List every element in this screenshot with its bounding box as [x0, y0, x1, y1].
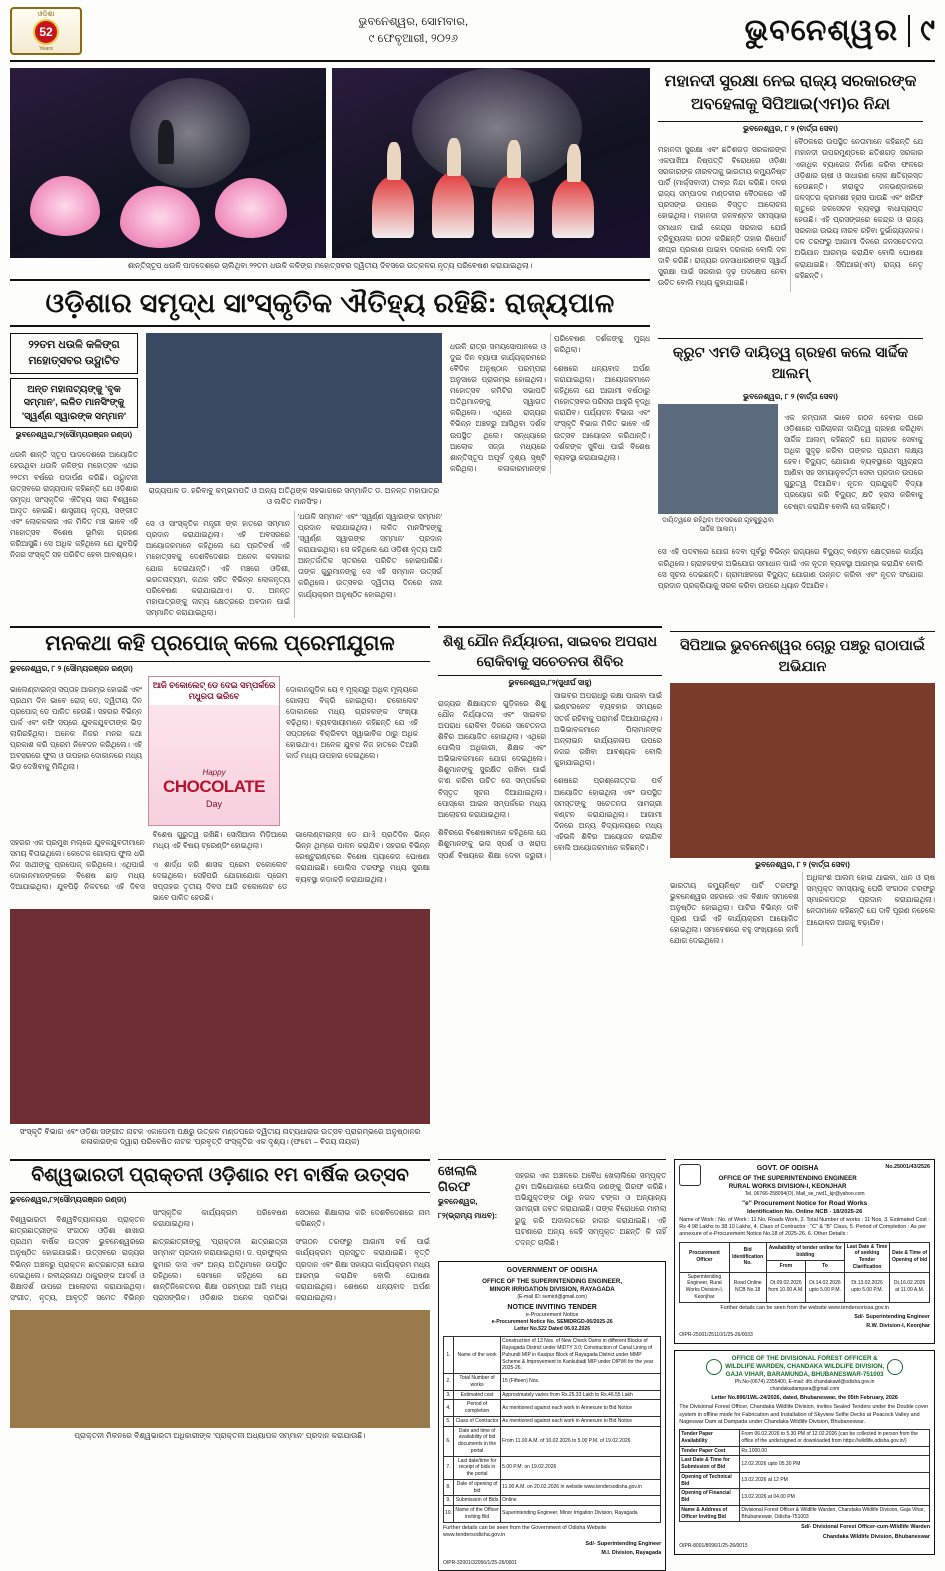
dhauli-body-b [450, 333, 650, 618]
table-cell: As mentioned against each work in Annexure to Bid Notice [501, 1416, 661, 1426]
alumni-award-photo [10, 1310, 430, 1428]
cpi-rally-block [670, 626, 935, 1152]
tender-table-rayagada [443, 1336, 661, 1522]
tender-forest [674, 1350, 935, 1554]
table-cell: 4. [444, 1400, 454, 1417]
dhauli-continued [450, 333, 650, 474]
table-row [444, 1456, 661, 1479]
tender-right-column [674, 1159, 935, 1571]
byline-propose: ଭୁବନେଶ୍ୱର, ୮ ୨ (ସୌମ୍ୟରଞ୍ଜନ ରଣ୍ଡା) [10, 664, 133, 674]
masthead [10, 6, 935, 62]
table-cell: Name of the Officer inviting Bid [453, 1506, 500, 1523]
paragraph: ଅଧିକାଂଶ ଆଲମ ହୋଇ ଥାଇବା, ଧାନ ଓ ଚାଷ ସମ୍ପୃକ୍ତ ସମସ୍ୟାକୁ ଘେରି ସଂଗଠନ ତରଫରୁ ସ୍ମାରକପତ୍ର ପ୍ରଦାନ କରାଯାଇଥିଲା। ନେତାମାନେ କହିଛନ୍ତି ଯେ ଦାବି ପୂରଣ ନହେଲେ ଆନ୍ଦୋଳନ ଆଗକୁ ବଢ଼ାଯିବ। [806, 873, 935, 927]
table-row [444, 1479, 661, 1496]
table-cell: Tender Paper Availability [680, 1430, 740, 1447]
paragraph: ଶିବିରରେ ବିଶେଷଜ୍ଞମାନେ କହିଥିଲେ ଯେ ଶିଶୁମାନଙ୍କୁ ଭଲ ସ୍ପର୍ଶ ଓ ଖରାପ ସ୍ପର୍ଶ ବିଷୟରେ ଶିକ୍ଷା ଦେବା ଜରୁରୀ। ସାଇବର ଅପରାଧରୁ ରକ୍ଷା ପାଇବା ପାଇଁ ଇଣ୍ଟରନେଟ ବ୍ୟବହାର ସମୟରେ ସତର୍କ ରହିବାକୁ ପରାମର୍ଶ ଦିଆଯାଇଥିଲା। ଅଭିଭାବକମାନେ ପିଲାମାନଙ୍କ ଅନ୍‌ଲାଇନ କାର୍ଯ୍ୟକଳାପ ଉପରେ ନଜର ରଖିବା ଆବଶ୍ୟକ ବୋଲି କୁହାଯାଇଥିଲା। [438, 691, 662, 860]
table-cell: Date of opening of bid [453, 1479, 500, 1496]
table-cell: 13.02.2026 at 12 PM [740, 1472, 930, 1489]
dhauli-photo-block [146, 333, 442, 618]
tender-footnote: Further details can be seen from the Government of Odisha Website www.tendersodisha.gov.in [443, 1524, 607, 1538]
tender-office-line1: OFFICE OF THE SUPERINTENDING ENGINEER, [482, 1277, 623, 1285]
table-cell: 5.00 P.M. on 19.02.2026 [501, 1456, 661, 1479]
paragraph: ସେ ଓ ସାଂସ୍କୃତିକ ମନ୍ତ୍ରୀ ଙ୍କ ହାତରେ ସମ୍ମାନ ପ୍ରଦାନ କରାଯାଇଥିଲା। ଏହି ଅବସରରେ ଆୟୋଜକମାନେ କହିଥିଲେ ଯେ ପ୍ରତିବର୍ଷ ଏହି ମହୋତ୍ସବକୁ ଦେଶବିଦେଶର ଅନେକ କଳାକାର ଯୋଗ ଦେଇଥାନ୍ତି। ଏହି ମଞ୍ଚରେ ଓଡ଼ିଶୀ, ଭରତନାଟ୍ୟମ, କଥକ ସହିତ ବିଭିନ୍ନ ଲୋକନୃତ୍ୟ ପରିବେଷଣ କରାଯାଇଥାଏ। ଡ. ଅନନ୍ତ ମହାପାତ୍ରଙ୍କୁ ନାଟ୍ୟ କ୍ଷେତ୍ରରେ ଅବଦାନ ପାଇଁ ସମ୍ମାନିତ କରାଯାଇଥିଲା। [146, 519, 290, 618]
tender-office-line2: MINOR IRRIGATION DIVISION, RAYAGADA [489, 1285, 615, 1293]
paragraph: ଭାରତୀୟ କମ୍ୟୁନିଷ୍ଟ ପାର୍ଟି ତରଫରୁ ଭୁବନେଶ୍ୱର ସହରରେ ଏକ ବିଶାଳ ସମାବେଶ ଅନୁଷ୍ଠିତ ହୋଇଥିଲା। ପାଟିର ବିଭିନ୍ନ ଦାବି ପୂରଣ ପାଇଁ ଏହି କାର୍ଯ୍ୟକ୍ରମ ଆୟୋଜିତ ହୋଇଥିଲା। ସମାବେଶରେ ବହୁ ସଂଖ୍ୟାରେ କର୍ମୀ ଯୋଗ ଦେଇଥିଲେ। [670, 880, 799, 946]
byline-visva: ଭୁବନେଶ୍ୱର,୮୨(ସୌମ୍ୟରଞ୍ଜନ ରଣ୍ଡା) [10, 1194, 127, 1204]
tender-email: (E-mail ID: semird@gmail.com) [517, 1293, 587, 1300]
table-header-cell: From [766, 1261, 805, 1272]
tender-signature-office: R.W. Division-I, Keonjhar [866, 1323, 930, 1330]
table-header-cell: Procurement Officer [680, 1242, 729, 1272]
table-row [680, 1272, 930, 1302]
story-headline-propose: ମନକଥା କହି ପ୍ରପୋଜ୍ କଲେ ପ୍ରେମୀଯୁଗଳ [10, 626, 430, 662]
khelali-and-rayagada [438, 1159, 666, 1571]
tender-signature: Sd/- Superintending Engineer [585, 1541, 662, 1548]
table-cell: 10. [444, 1506, 454, 1523]
table-cell: 15 (Fifteen) Nos. [501, 1374, 661, 1391]
story-body-mahanadi [658, 136, 923, 292]
forest-phone: Ph.No-(0674) 2355400, E-mail: dfo.chandakawl@odisha.gov.in [734, 1379, 875, 1386]
table-cell: 7. [444, 1456, 454, 1479]
dhauli-kicker: ୨୨ତମ ଧଉଳି କଳିଙ୍ଗ ମହୋତ୍ସବର ଉଦ୍ଘାଟିତ [10, 333, 138, 374]
ad-chocolate-text: CHOCOLATE [163, 777, 265, 797]
paragraph: ଶେଷରେ ପ୍ରଶ୍ନୋତ୍ତର ପର୍ବ ଆୟୋଜିତ ହୋଇଥିଲା ଏବଂ ଉପସ୍ଥିତ ସମସ୍ତଙ୍କୁ ସଚେତନତା ସାମଗ୍ରୀ ବଣ୍ଟନ କରାଯାଇଥିଲା। ଆଗାମୀ ଦିନରେ ଅନ୍ୟ ବିଦ୍ୟାଳୟରେ ମଧ୍ୟ ଏହିଭଳି ଶିବିର ଆୟୋଜନ କରାଯିବ ବୋଲି ଆୟୋଜକମାନେ କହିଛନ୍ତି। [554, 776, 662, 853]
tender-oipr: OIPR-32001/32056/1/25-26/0001 [443, 1559, 517, 1566]
table-cell: Submission of Bids [453, 1496, 500, 1506]
table-cell: Date and time of availability of bid documents in the portal [453, 1426, 500, 1456]
table-header-cell: Availability of tender online for bidding [766, 1242, 844, 1261]
forest-signature-office: Chandaka Wildlife Division, Bhubaneswar [822, 1533, 930, 1540]
paragraph: ଏକ କମ୍ପାନୀ ଭାବେ ଗଠନ ହେବାର ପରେ ଓଡ଼ିଶାରେ ପରିଚାଳନା ଦାୟିତ୍ୱ ଗ୍ରହଣ କରିଥିବା ସାର୍ଦ୍ଦିକ ଆଲମ୍ କହିଛନ୍ତି ଯେ ଗ୍ରାହକ ସେବାକୁ ଅଧିକ ସୁଦୃଢ଼ କରିବା ତାଙ୍କର ପ୍ରଥମ ଲକ୍ଷ୍ୟ ହେବ। ବିଦ୍ୟୁତ୍ ଯୋଗାଣ ବ୍ୟବସ୍ଥାରେ ସ୍ୱଚ୍ଛତା ଆଣିବା ସହ ସମୟାନୁବର୍ତ୍ତୀ ସେବା ପ୍ରଦାନ ଉପରେ ଗୁରୁତ୍ୱ ଦିଆଯିବ। ନୂତନ ପ୍ରଯୁକ୍ତି ବିଦ୍ୟା ପ୍ରୟୋଗ କରି ବିଦ୍ୟୁତ୍ କ୍ଷତି ହ୍ରାସ କରିବାକୁ ଚେଷ୍ଟା କରାଯିବ ବୋଲି ସେ କହିଛନ୍ତି। [784, 412, 923, 511]
logo-top-text: ଓଡ଼ିଶା [37, 10, 55, 18]
table-header-cell: To [806, 1261, 845, 1272]
byline-awareness: ଭୁବନେଶ୍ୱର,୮୨(ସୁଧୀର୍ଘ ସାହୁ) [508, 678, 592, 688]
table-header-cell: Bid Identification No. [729, 1242, 766, 1272]
table-header-cell: Date & Time of Opening of bid [890, 1242, 930, 1272]
table-cell: 3. [444, 1390, 454, 1400]
story-headline-mahanadi: ମହାନଦୀ ସୁରକ୍ଷା ନେଇ ରାଜ୍ୟ ସରକାରଙ୍କ ଅବହେଳାକୁ ସିପିଆଇ(ଏମ)ର ନିନ୍ଦା [664, 73, 917, 114]
dateline-date: ୯ ଫେବୃଆରୀ, ୨୦୨୬ [368, 33, 458, 45]
tender-notice-no: e-Procurement Notice No. SEMIDRGD-06/2025-26 [491, 1319, 613, 1326]
table-cell: Divisional Forest Officer & Wildlife Warden, Chandaka Wildlife Division, Gaja Vihar, Bhubaneswar, Odisha-751003 [740, 1505, 930, 1522]
publication-logo [10, 7, 82, 55]
table-row [444, 1400, 661, 1417]
visva-body [10, 1207, 430, 1306]
ad-happy-text: Happy [202, 768, 226, 778]
mid-section [10, 333, 935, 618]
table-cell: From 11.00 A.M. of 10.02.2026 to 5.00 P.M. of 19.02.2026 [501, 1426, 661, 1456]
top-section [10, 68, 935, 327]
paragraph: ସହରର ଏକ ପ୍ରମୁଖ ମଲ୍‌ରେ ଯୁବକଯୁବତୀମାନେ ସମୟ ବିତାଇଥିଲେ। କେତେକ ଗୋଲାପ ଫୁଲ ଧରି ନିଜ ସାଥୀଙ୍କୁ ପ୍ରପୋଜ୍ କରିଥିଲେ। ଏଥିପାଇଁ ଦୋକାନମାନଙ୍କରେ ବିଶେଷ ଛାଡ଼ ମଧ୍ୟ ଦିଆଯାଇଥିଲା। ଯୁବପିଢ଼ି ନିକଟରେ ଏହି ଦିବସ ବିଶେଷ ଗୁରୁତ୍ୱ ରଖିଛି। ସୋସିଆଲ ମିଡ଼ିଆରେ ମଧ୍ୟ ଏହି ବିଷୟ ଟ୍ରେଣ୍ଡିଂ ହୋଇଥିଲା। [10, 830, 288, 891]
table-cell: Tender Paper Cost [680, 1446, 740, 1456]
table-cell: From 06.02.2026 to 5.30 PM of 12.02.2026 (can be collected in person from the office of the undersigned or downloaded from https://wildlife.odisha.gov.in/) [740, 1430, 930, 1447]
forest-signature: Sd/- Divisional Forest Officer-cum-Wildlife Warden [801, 1524, 930, 1531]
forest-body: The Divisional Forest Officer, Chandaka Wildlife Division, invites Sealed Tenders under the Double cover system in offline mode for Fabrication and Installation of Skyview Selfie Decks at Peacock Valley and Nageswar Dam at Dampada under Chandaka Wildlife Division, Bhubaneswar. [679, 1404, 929, 1425]
table-row [680, 1430, 930, 1447]
tender-keonjhar [674, 1159, 935, 1345]
paragraph: ମହାନଦୀ ସୁରକ୍ଷା ଏବଂ ଛତିଶଗଡ଼ ସରକାରଙ୍କ ଏକପାଖିଆ ନିଷ୍ପତ୍ତି ବିରୋଧରେ ଓଡ଼ିଶା ସରକାରଙ୍କ ନୀରବତାକୁ ଭାରତୀୟ କମ୍ୟୁନିଷ୍ଟ ପାର୍ଟି (ମାର୍କ୍ସବାଦୀ) ତୀବ୍ର ନିନ୍ଦା କରିଛି। ଦଳର ରାଜ୍ୟ ସମ୍ପାଦକ ମଣ୍ଡଳୀର ବୈଠକରେ ଏହି ପ୍ରସଙ୍ଗ ଉପରେ ବିସ୍ତୃତ ଆଲୋଚନା ହୋଇଥିଲା। ମହାନଦୀ ଜଳବଣ୍ଟନ ସମସ୍ୟାର ସମାଧାନ ପାଇଁ କେନ୍ଦ୍ର ସରକାର ଯେଉଁ ଟ୍ରିବ୍ୟୁନାଲ ଗଠନ କରିଛନ୍ତି ତାହାର ରିପୋର୍ଟ ଶୀଘ୍ର ପ୍ରକାଶ ପାଇବା ଦରକାର ବୋଲି ଦଳ ଦାବି କରିଛି। ରାଜ୍ୟର ଜନସାଧାରଣଙ୍କ ସ୍ୱାର୍ଥ ସୁରକ୍ଷା ପାଇଁ ସରକାର ଦୃଢ଼ ପଦକ୍ଷେପ ନେବା ଉଚିତ ବୋଲି ମଧ୍ୟ କୁହାଯାଇଛି। [658, 144, 787, 288]
table-row [680, 1472, 930, 1489]
byline-dhauli: ଭୁବନେଶ୍ୱର,୮୨(ସୌମ୍ୟରଞ୍ଜନ ରଣ୍ଡା) [15, 429, 133, 439]
table-row [444, 1416, 661, 1426]
table-cell: Dt.16.02.2026 at 11.00 A.M. [890, 1272, 930, 1302]
dhauli-subkicker: ଅନ୍ତ ମହାନାଟ୍ୟଙ୍କୁ 'ବୃକ ସମ୍ମାନ', ଲଳିତ ମାନସିଂଙ୍କୁ 'ସ୍ୱର୍ଣ୍ଣ ସ୍ୱାରଙ୍କ ସମ୍ମାନ' [10, 378, 138, 428]
section-three [10, 626, 935, 1152]
award-photo-caption: ରାଜ୍ୟପାଳ ଡ. ହରିବାବୁ କମ୍ଭମପତି ଓ ଅନ୍ୟ ଅତିଥିଙ୍କ ସହଭାଗରେ ସମ୍ମାନିତ ଡ. ଅନନ୍ତ ମହାପାତ୍ର ଓ ଲଳିତ ମାନସିଂହ। [148, 486, 440, 506]
paragraph: ସେ ଏହି ପଦବୀରେ ଯୋଗ ଦେବା ପୂର୍ବରୁ ବିଭିନ୍ନ ରାଜ୍ୟରେ ବିଦ୍ୟୁତ୍ ବଣ୍ଟନ କ୍ଷେତ୍ରରେ କାର୍ଯ୍ୟ କରିଥିଲେ। ଗ୍ରାହକଙ୍କ ଅଭିଯୋଗ ସମାଧାନ ପାଇଁ ଏକ ନୂତନ ବ୍ୟବସ୍ଥା ଆରମ୍ଭ କରାଯିବ ବୋଲି ସେ ସୂଚନା ଦେଇଛନ୍ତି। ଗ୍ରାମାଞ୍ଚଳରେ ବିଦ୍ୟୁତ୍ ଯୋଗାଣ ଉନ୍ନତ କରିବା ଏବଂ ନୂତନ ସଂଯୋଗ ପ୍ରଦାନ ପ୍ରକ୍ରିୟାକୁ ସରଳ କରିବା ଉପରେ ଧ୍ୟାନ ଦିଆଯିବ। [658, 547, 923, 590]
dateline-place: ଭୁବନେଶ୍ୱର, ସୋମବାର, [358, 15, 469, 28]
top-photo-row [10, 68, 650, 258]
table-row [444, 1426, 661, 1456]
table-cell: Class of Contractor [453, 1416, 500, 1426]
forest-office-line2: WILDLIFE WARDEN, CHANDAKA WILDLIFE DIVISION, [725, 1363, 885, 1371]
paragraph: ଛାତ୍ରଛାତ୍ରୀଙ୍କୁ 'ପ୍ରାକ୍ତନୀ ଛାତ୍ରଛାତ୍ରୀ ସମ୍ମାନ' ପ୍ରଦାନ କରାଯାଇଥିଲା। ଡ. ପ୍ରଫୁଲ୍ଲ କୁମାର ଦାସ ଏବଂ ଅନ୍ୟ ଅତିଥିମାନେ ଉପସ୍ଥିତ ରହିଥିଲେ। ସେମାନେ କହିଥିଲେ ଯେ ଶାନ୍ତିନିକେତନର ଶିକ୍ଷା ପରମ୍ପରା ଆଜି ମଧ୍ୟ ପ୍ରାସଙ୍ଗିକ। ଓଡ଼ିଶାର ଅନେକ ପ୍ରତିଭା ସେଠାରେ ଶିକ୍ଷାଲାଭ କରି ଦେଶବିଦେଶରେ ନାମ କରିଛନ୍ତି। [152, 1207, 430, 1302]
paragraph: ଧଉଳି ରାତ୍ର ସମୟସୋପାନରେ ଓ ଦୁଇ ଦିନ ବ୍ୟାପୀ କାର୍ଯ୍ୟକ୍ରମରେ ବୈଦିକ ଅନୁଷ୍ଠାନ ପରମ୍ପରା ଅନୁସାରେ ପ୍ରାରମ୍ଭ ହୋଇଥିଲା। ମହୋତ୍ସବ କମିଟିର ସଭାପତି ଅତିଥିମାନଙ୍କୁ ସ୍ୱାଗତ କରିଥିଲେ। ଏଥିରେ ରାଜ୍ୟର ବିଭିନ୍ନ ଅଞ୍ଚଳରୁ ଆସିଥିବା ଦର୍ଶକ ଉପସ୍ଥିତ ଥିଲେ। ସନ୍ଧ୍ୟାରେ ଆଲୋକ ସଜ୍ଜା ମଧ୍ୟରେ ଶାନ୍ତିସ୍ତୂପ ଅପୂର୍ବ ଦୃଶ୍ୟ ସୃଷ୍ଟି କରିଥିଲା। କଳାକାରମାନଙ୍କ ପରିବେଷଣ ଦର୍ଶକଙ୍କୁ ମୁଗ୍ଧ କରିଥିଲା। [450, 334, 650, 473]
tender-office-line1: OFFICE OF THE SUPERINTENDING ENGINEER [718, 1175, 857, 1183]
tender-subtitle: e-Procurement Notice [525, 1311, 579, 1318]
table-cell: 2. [444, 1374, 454, 1391]
paragraph: ରାଜ୍ୟର ଶିକ୍ଷାୟତନ ଗୁଡ଼ିକରେ ଶିଶୁ ଯୌନ ନିର୍ଯ୍ୟାତନା ଏବଂ ସାଇବର ଅପରାଧ ରୋକିବା ଦିଗରେ ସଚେତନତା ଶିବିର ଆୟୋଜିତ ହୋଇଥିଲା। ଏଥିରେ ପୋଲିସ ଅଧିକାରୀ, ଶିକ୍ଷକ ଏବଂ ଅଭିଭାବକମାନେ ଯୋଗ ଦେଇଥିଲେ। ଶିଶୁମାନଙ୍କୁ ସୁରକ୍ଷିତ ରଖିବା ପାଇଁ କ'ଣ କରିବା ଉଚିତ ସେ ସମ୍ପର୍କରେ ବିସ୍ତୃତ ସୂଚନା ଦିଆଯାଇଥିଲା। ପୋସ୍କୋ ଆଇନ ସମ୍ପର୍କରେ ମଧ୍ୟ ଆଲୋଚନା କରାଯାଇଥିଲା। [438, 698, 546, 819]
drama-photo-caption: ସଂସ୍କୃତି ବିଭାଗ ଏବଂ ଓଡ଼ିଶା ସଙ୍ଗୀତ ନାଟକ ଏକାଡେମୀ ପକ୍ଷରୁ ଉତ୍କଳ ମଣ୍ଡପରେ ଦ୍ୱିତୀୟ ନାଟ୍ୟଧାରାର ଉତ୍ସବ ପ୍ରାରମ୍ଭରେ ଅନୁଷ୍ଠାନର କଳାକାରଙ୍କ ଦ୍ୱାରା ପରିବେଷିତ ନାଟକ 'ପ୍ରବୃତ୍ତି ସଂସ୍କୃତିର ଏକ ଦୃଶ୍ୟ। (ଫଟୋ – ବିଜୟ ନାୟକ) [19, 1127, 421, 1147]
table-cell: Last Date & Time for Submission of Bid [680, 1456, 740, 1473]
alumni-photo-caption: ପ୍ରାକ୍ତନୀ ମିଳନରେ ବିଶ୍ୱଭାରତୀ ଅଧିକାରୀଙ୍କ 'ପ୍ରାକ୍ତନୀ ଅଧ୍ୟାପକ ସମ୍ମାନ' ପ୍ରଦାନ କରାଯାଉଛି। [74, 1431, 366, 1441]
table-cell: As mentioned against each work in Annexure to Bid Notice [501, 1400, 661, 1417]
rally-photo [670, 683, 935, 858]
drama-performance-photo [10, 909, 430, 1124]
table-row [444, 1390, 661, 1400]
logo-years-label: Years [39, 45, 53, 52]
ad-headline: ଆଜି ଚକୋଲେଟ୍ ଡେ ଦେଇ ସମ୍ପର୍କରେ ମଧୁରତା ଭରିବେ [149, 677, 279, 705]
table-cell: Total Number of works [453, 1374, 500, 1391]
table-row [444, 1506, 661, 1523]
bottom-section [10, 1159, 935, 1571]
table-row [680, 1456, 930, 1473]
table-cell: 11.00 A.M. on 20.02.2026 in website www.tendersodisha.gov.in [501, 1479, 661, 1496]
dhauli-body-a [146, 511, 442, 618]
tender-oipr: OIPR-25001/25110/1/25-26/0033 [679, 1332, 753, 1339]
tender-ref-no: No.25001/43/2526 [885, 1163, 930, 1170]
tender-govt-line: GOVERNMENT OF ODISHA [506, 1267, 598, 1275]
table-cell: Dt.09.02.2026 from 10.00 A.M. [766, 1272, 805, 1302]
table-cell: Name & Address of Officer Inviting Bid [680, 1505, 740, 1522]
table-header-row [680, 1242, 930, 1261]
table-cell: Superintending Engineer, Rural Works Division-I, Keonjhar [680, 1272, 729, 1302]
festival-photo-left [10, 68, 326, 258]
paragraph: 'ଧଉଳି ସମ୍ମାନ' ଏବଂ 'ସ୍ୱର୍ଣ୍ଣ ସ୍ୱାରଙ୍କ ସମ୍ମାନ' ପ୍ରଦାନ କରାଯାଇଥିଲା। ଲଳିତ ମାନସିଂହଙ୍କୁ 'ସ୍ୱର୍ଣ୍ଣ ସ୍ୱାରଙ୍କ ସମ୍ମାନ' ପ୍ରଦାନ କରାଯାଇଥିଲା। ସେ କହିଥିଲେ ଯେ ଓଡ଼ିଶୀ ନୃତ୍ୟ ଆଜି ଆନ୍ତର୍ଜାତିକ ସ୍ତରରେ ପରିଚିତ ହୋଇପାରିଛି। ତାଙ୍କ ଗୁରୁମାନଙ୍କୁ ସେ ଏହି ସମ୍ମାନ ଉତ୍ସର୍ଗ କରିଥିଲେ। ଉତ୍ସବର ଦ୍ୱିତୀୟ ଦିନରେ ନାନା କାର୍ଯ୍ୟକ୍ରମ ଅନୁଷ୍ଠିତ ହୋଇଥିଲା। [298, 511, 442, 599]
cpi-body [670, 872, 935, 946]
tender-contact: Tel. 06766-258094(O), Mail_se_rwd1_kjr@yahoo.com [744, 1191, 865, 1198]
emd-story-block [658, 333, 923, 618]
table-cell: 13.02.2026 at 04.00 PM [740, 1489, 930, 1506]
table-row [680, 1446, 930, 1456]
forest-office-line3: GAJA VIHAR, BARAMUNDA, BHUBANESWAR-751003 [725, 1371, 884, 1379]
table-cell: 5. [444, 1416, 454, 1426]
table-cell: Dt.14.02.2026 upto 5.00 P.M. [806, 1272, 845, 1302]
page-number: ୯ [920, 14, 935, 47]
story-headline-awareness: ଶିଶୁ ଯୌନ ନିର୍ଯ୍ୟାତନା, ସାଇବର ଅପରାଧ ରୋକିବାକୁ ସଚେତନତା ଶିବିର [438, 626, 662, 676]
paragraph: ଶେଷରେ ଧନ୍ୟବାଦ ଅର୍ପଣ କରାଯାଇଥିଲା। ଆୟୋଜକମାନେ କହିଥିଲେ ଯେ ଆଗାମୀ ବର୍ଷଠାରୁ ମହୋତ୍ସବର ପରିସର ଆହୁରି ବୃଦ୍ଧି କରାଯିବ। ପର୍ଯ୍ୟଟନ ବିଭାଗ ଏବଂ ସଂସ୍କୃତି ବିଭାଗ ମିଳିତ ଭାବେ ଏହି ଉତ୍ସବ ଆୟୋଜନ କରିଥାନ୍ତି। ଦର୍ଶକଙ୍କ ସୁବିଧା ପାଇଁ ବିଶେଷ ବ୍ୟବସ୍ଥା କରାଯାଇଥିଲା। [554, 363, 650, 462]
table-cell: Last date/time for receipt of bids in the portal [453, 1456, 500, 1479]
tender-title: NOTICE INVITING TENDER [507, 1303, 597, 1311]
paragraph: ସଂଗଠନ ତରଫରୁ ଆଗାମୀ ବର୍ଷ ପାଇଁ କାର୍ଯ୍ୟକ୍ରମ ପ୍ରସ୍ତୁତ କରାଯାଇଛି। ବୃତ୍ତି ପ୍ରଦାନ ଏବଂ ଶିକ୍ଷା ସହାୟତା କାର୍ଯ୍ୟକ୍ରମ ମଧ୍ୟ ଆରମ୍ଭ କରାଯିବ ବୋଲି ଘୋଷଣା କରାଯାଇଥିଲା। ଶେଷରେ ଧନ୍ୟବାଦ ଅର୍ପଣ କରାଯାଇଥିଲା। [295, 1237, 430, 1302]
table-row [680, 1505, 930, 1522]
tender-table-keonjhar [679, 1242, 930, 1303]
paragraph: ଭାଲେଣ୍ଟାଇନ୍ସ ଡେ ଯାଏଁ ପ୍ରତିଦିନ ଭିନ୍ନ ଭିନ୍ନ ଥିମ୍‌ରେ ପାଳନ କରାଯିବ। ସହରର ବିଭିନ୍ନ ରେଷ୍ଟୁରାଣ୍ଟରେ ବିଶେଷ ପ୍ୟାକେଜ ଘୋଷଣା କରାଯାଇଛି। ପୋଲିସ ତରଫରୁ ମଧ୍ୟ ସୁରକ୍ଷା ବ୍ୟବସ୍ଥା କଡ଼ାକଡ଼ି କରାଯାଇଥିଲା। [295, 830, 430, 884]
table-cell: 9. [444, 1496, 454, 1506]
tender-letter-no: Letter No.522 Dated 06.02.2026 [514, 1326, 591, 1333]
byline-mahanadi: ଭୁବନେଶ୍ୱର, ୮ ୨ (ବାର୍ତ୍ତା ସେବା) [743, 124, 838, 134]
tender-table-forest [679, 1429, 930, 1522]
main-headline: ଓଡ଼ିଶାର ସମୃଦ୍ଧ ସାଂସ୍କୃତିକ ଐତିହ୍ୟ ରହିଛି: ରାଜ୍ୟପାଳ [10, 279, 650, 327]
paragraph: ଧଉଳି ଶାନ୍ତି ସ୍ତୂପ ପାଦଦେଶରେ ଆୟୋଜିତ ହେଉଥିବା ଧଉଳି କଳିଙ୍ଗ ମହୋତ୍ସବ ଏଥର ୨୨ତମ ବର୍ଷରେ ପଦାର୍ପଣ କରିଛି। ଉଦ୍ଘାଟନୀ ଉତ୍ସବରେ ରାଜ୍ୟପାଳ କହିଛନ୍ତି ଯେ ଓଡ଼ିଶାର ସମୃଦ୍ଧ ସାଂସ୍କୃତିକ ଐତିହ୍ୟ ସାରା ବିଶ୍ୱରେ ଆଦୃତ ହୋଇଛି। ଶାସ୍ତ୍ରୀୟ ନୃତ୍ୟ, ସଙ୍ଗୀତ ଏବଂ ଲୋକକଳାର ଏକ ମିଳିତ ମଞ୍ଚ ଭାବେ ଏହି ମହୋତ୍ସବ ବିଶେଷ ଭୂମିକା ଗ୍ରହଣ କରିଆସୁଛି। ସେ ଅଧିକ କହିଥିଲେ ଯେ ଯୁବପିଢ଼ି ନିଜର ସଂସ୍କୃତି ସହ ପରିଚିତ ହେବା ଆବଶ୍ୟକ। [10, 450, 138, 560]
visva-bharati-block [10, 1159, 430, 1571]
table-cell: 6. [444, 1426, 454, 1456]
table-cell: Rs.1000.00 [740, 1446, 930, 1456]
masthead-title-block [745, 14, 935, 48]
table-row [680, 1489, 930, 1506]
forest-oipr: OIPR-8001/8096/1/25-26/0015 [679, 1542, 748, 1549]
tender-details: Name of Work : No. of Work : 11 No. Roads Work, 2. Total Number of works : 11 Nos, 3. Estimated Cost : Rs 4.98 Lakhs to 38.10 Lakhs, 4. Class of Contractor : "C" & "B" Class, 5. Period of Completion : As per annexure of e-Procurement Notice No.18 of 2025-26. 6. Other Details : [679, 1216, 930, 1238]
byline-cpi: ଭୁବନେଶ୍ୱର, ୮ ୨ (ବାର୍ତ୍ତା ସେବା) [755, 860, 850, 870]
paragraph: ଭାଲେଣ୍ଟାଇନ୍ସ ସପ୍ତାହ ଆରମ୍ଭ ହୋଇଛି ଏବଂ ପ୍ରଥମ ଦିନ ଭାବେ ରୋଜ୍ ଡେ, ଦ୍ୱିତୀୟ ଦିନ ପ୍ରପୋଜ୍ ଡେ ପାଳିତ ହେଉଛି। ସହରର ବିଭିନ୍ନ ପାର୍କ ଏବଂ କଫି ସପ୍‌ରେ ଯୁବକଯୁବତୀଙ୍କ ଭିଡ଼ ଲାଗିରହିଥିଲା। ଅନେକ ନିଜର ମନର କଥା ପ୍ରକାଶ କରି ପ୍ରେମ ନିବେଦନ କରିଥିଲେ। ଏହି ଅବସରରେ ଫୁଲ ଓ ଉପହାର ଦୋକାନରେ ମଧ୍ୟ ଭିଡ଼ ଦେଖିବାକୁ ମିଳିଥିଲା। [10, 684, 142, 772]
portrait-caption: ଦାୟିତ୍ୱରେ ରହିଥିବା ଅବସରରେ ଗୃହକୁରୁଥିବା ସାର୍ଦ୍ଦିକ ଆଲମ୍। [662, 517, 774, 534]
story-headline-cpi: ସିପିଆଇ ଭୁବନେଶ୍ୱର ଚୋରୁ ପଞ୍ଚରୁ ରାଠାପାଇଁ ଅଭିଯାନ [670, 631, 935, 683]
byline-khelali-2: ୮୨(ଭ୍ରାମ୍ୟ ମାଧବ): [438, 1210, 498, 1220]
tender-footnote: Further details can be seen from the website www.tendersorissa.gov.in [720, 1304, 889, 1311]
table-cell: 1. [444, 1337, 454, 1374]
stage-illustration [10, 68, 326, 258]
paragraph: ଏ ଶାର୍ଦ୍ଧ କରି ଶାସକ ପ୍ରେମ ଚକୋଲେଟ ଦେଇଥିଲେ। ସେହିପରି ଯୋଗାଯୋଗ ପ୍ରେମ ସପ୍ତାହର ତୃତୀୟ ଦିବସ ଆଜି ଚକୋଲେଟ ଡେ ଭାବେ ପାଳିତ ହେଉଛି। [152, 859, 288, 903]
tender-title: "e" Procurement Notice for Road Works [742, 1199, 868, 1207]
forest-email: chandakadampara@gmail.com [769, 1386, 840, 1393]
dhauli-sidebar [10, 333, 138, 618]
emblem-icon [679, 1164, 701, 1186]
award-ceremony-photo [146, 333, 442, 483]
propose-day-block [10, 626, 430, 1152]
table-cell: Opening of Financial Bid [680, 1489, 740, 1506]
forest-office-line1: OFFICE OF THE DIVISIONAL FOREST OFFICER & [731, 1355, 878, 1363]
chocolate-day-ad [148, 676, 280, 826]
table-cell: Online [501, 1496, 661, 1506]
masthead-dateline [82, 14, 745, 49]
wildlife-emblem-icon [887, 1359, 903, 1375]
tender-rayagada [438, 1261, 666, 1571]
edition-title: ଭୁବନେଶ୍ୱର [744, 14, 899, 47]
dance-illustration [332, 68, 650, 258]
table-cell: Road Online NCB No.18 [729, 1272, 766, 1302]
byline-khelali-1: ଭୁବନେଶ୍ୱର, [438, 1196, 478, 1206]
masthead-divider [908, 15, 910, 47]
tender-office-line2: RURAL WORKS DIVISION-I, KEONJHAR [728, 1183, 847, 1191]
table-cell: Name of the work [453, 1337, 500, 1374]
paragraph: ବିଶ୍ୱଭାରତୀ ବିଶ୍ୱବିଦ୍ୟାଳୟର ପ୍ରାକ୍ତନ ଛାତ୍ରଛାତ୍ରୀଙ୍କ ସଂଗଠନ ଓଡ଼ିଶା ଶାଖାର ପ୍ରଥମ ବାର୍ଷିକ ଉତ୍ସବ ଭୁବନେଶ୍ୱରରେ ଅନୁଷ୍ଠିତ ହୋଇଯାଇଛି। ଉତ୍ସବରେ ରାଜ୍ୟର ବିଭିନ୍ନ ଅଞ୍ଚଳରୁ ପ୍ରାକ୍ତନ ଛାତ୍ରଛାତ୍ରୀ ଯୋଗ ଦେଇଥିଲେ। ରବୀନ୍ଦ୍ରନାଥ ଠାକୁରଙ୍କ ଆଦର୍ଶ ଓ ଶିକ୍ଷାଦର୍ଶ ଉପରେ ଆଲୋଚନା କରାଯାଇଥିଲା। ସଂଗୀତ, ନୃତ୍ୟ, ଆବୃତ୍ତି ସମେତ ବିଭିନ୍ନ ସାଂସ୍କୃତିକ କାର୍ଯ୍ୟକ୍ରମ ପରିବେଷଣ କରାଯାଇଥିଲା। [10, 1207, 288, 1302]
ad-day-text: Day [205, 799, 222, 810]
tender-govt-line: GOVT. OF ODISHA [756, 1164, 819, 1172]
paragraph: ଦୋକାନଗୁଡ଼ିକ ୟେ ୧ ମୂଲ୍ୟରୁ ଅଧିକ ମୂଲ୍ୟରେ ଗୋଲାପ ବିକ୍ରି ହୋଇଥିଲା। ଚକୋଲେଟ ଦୋକାନରେ ମଧ୍ୟ ଗ୍ରାହକଙ୍କ ସଂଖ୍ୟା ବଢ଼ିଥିଲା। ବ୍ୟବସାୟୀମାନେ କହିଛନ୍ତି ଯେ ଏହି ସପ୍ତାହରେ ବିକ୍ରିବଟା ସ୍ୱାଭାବିକ ଠାରୁ ଅଧିକ ହୋଇଥାଏ। ଅନେକ ଯୁବକ ନିଜ ହାତରେ ତିଆରି କାର୍ଡ ମଧ୍ୟ ଉପହାର ଦେଇଥିଲେ। [286, 684, 418, 761]
tender-signature-office: M.I. Division, Rayagada [601, 1550, 662, 1557]
table-row [444, 1337, 661, 1374]
logo-anniversary-number: 52 [33, 19, 59, 45]
official-portrait-photo [658, 404, 778, 514]
table-row [444, 1374, 661, 1391]
top-left-column [10, 68, 650, 327]
tender-signature: Sd/- Superintending Engineer [854, 1313, 930, 1320]
table-cell: Estimated cost [453, 1390, 500, 1400]
festival-photo-right [332, 68, 650, 258]
table-cell: Superintending Engineer, Minor Irrigation Division, Rayagada [501, 1506, 661, 1523]
forest-letter-no: Letter No.896/1WL-24/2026, dated, Bhubaneswar, the 05th February, 2026 [711, 1394, 898, 1401]
tender-identification: Identification No. Online NCB - 18/2025-26 [746, 1208, 863, 1215]
paragraph: ସହରର ଏକ ଅଞ୍ଚଳରେ ଅବୈଧ ଖେଲାଲିରେ ସମ୍ପୃକ୍ତ ଥିବା ଅଭିଯୋଗରେ ପୋଲିସ ଜଣଙ୍କୁ ଗିରଫ କରିଛି। ଅଭିଯୁକ୍ତଙ୍କ ଠାରୁ ନଗଦ ଟଙ୍କା ଓ ଅନ୍ୟାନ୍ୟ ସାମଗ୍ରୀ ଜବତ କରାଯାଇଛି। ତାଙ୍କ ବିରୋଧରେ ମାମଲା ରୁଜୁ କରି ଅଦାଲତରେ ହାଜର କରାଯାଇଛି। ଏହି ଘଟଣାରେ ଅନ୍ୟ କେହି ସମ୍ପୃକ୍ତ ଅଛନ୍ତି କି ନାହିଁ ତଦନ୍ତ ଚାଲିଛି। [515, 1171, 667, 1247]
top-photo-caption: ଶାନ୍ତିସ୍ତୂପ ଧଉଳି ପାଦଦେଶରେ ଚାଲିଥିବା ୨୨ତମ ଧଉଳି କଳିଙ୍ଗ ମହୋତ୍ସବର ଦ୍ୱିତୀୟ ଦିବସରେ ଉତ୍କଳର ନୃତ୍ୟ ପରିବେଷଣ କରାଯାଇଥିଲା। [127, 261, 533, 270]
forest-emblem-icon [706, 1359, 722, 1375]
awareness-camp-block [438, 626, 662, 1152]
story-headline-khelali: ଖେଲାଲି ଗିରଫ [438, 1162, 478, 1194]
table-cell: 12.02.2026 upto 05.30 PM [740, 1456, 930, 1473]
table-cell: Period of completion [453, 1400, 500, 1417]
top-right-column [658, 68, 923, 327]
table-cell: Opening of Technical Bid [680, 1472, 740, 1489]
awareness-body [438, 690, 662, 860]
table-row [444, 1496, 661, 1506]
table-cell: 8. [444, 1479, 454, 1496]
paragraph: ବୈଠକରେ ଉପସ୍ଥିତ ନେତାମାନେ କହିଛନ୍ତି ଯେ ମହାନଦୀ ଉପରମୁଣ୍ଡରେ ଛତିଶଗଡ଼ ସରକାର ଏକାଧିକ ବ୍ୟାରେଜ ନିର୍ମାଣ କରିବା ଫଳରେ ଓଡ଼ିଶାର ଚାଷୀ ଓ ସାଧାରଣ ଲୋକ କ୍ଷତିଗ୍ରସ୍ତ ହେଉଛନ୍ତି। ହୀରାକୁଦ ଜଳଭଣ୍ଡାରରେ ଜଳସ୍ତର କ୍ରମଶଃ ହ୍ରାସ ପାଉଛି ଏବଂ ଖରିଫ ଋତୁରେ ଜଳସେଚନ ବ୍ୟବସ୍ଥା ବାଧାପ୍ରାପ୍ତ ହେଉଛି। ଏହି ପ୍ରସଙ୍ଗରେ କେନ୍ଦ୍ର ଓ ରାଜ୍ୟ ସରକାର ଉଭୟ ନୀରବ ରହିବା ଦୁର୍ଭାଗ୍ୟଜନକ। ଦଳ ତରଫରୁ ଆଗାମୀ ଦିନରେ ଜନସଚେତନତା ଅଭିଯାନ ଆରମ୍ଭ କରାଯିବ ବୋଲି ଘୋଷଣା କରାଯାଇଛି। ସିପିଆଇ(ଏମ) ରାଜ୍ୟ ନେତୃ କହିଛନ୍ତି। [794, 137, 923, 280]
story-headline-emd: କ୍ରୁଟ ଏମଡି ଦାୟିତ୍ୱ ଗ୍ରହଣ କଲେ ସାର୍ଦ୍ଦିକ ଆଲମ୍ [658, 338, 923, 390]
story-headline-visva: ବିଶ୍ୱଭାରତୀ ପ୍ରାକ୍ତନୀ ଓଡ଼ିଶାର ୧ମ ବାର୍ଷିକ ଉତ୍ସବ [10, 1159, 430, 1193]
table-cell: Approximately varies from Rs.25.33 Lakh to Rs.46.55 Lakh [501, 1390, 661, 1400]
table-cell: Construction of 13 Nos. of New Check Dams in different Blocks of Rayagada District under MIDTY 3.0; Construction of Canal Lining of Puhundi MIP in Kasipur Block of Rayagada District under MMP Scheme & Improvement to Kankubadi MIP under DIPWI for the year 2025-26. [501, 1337, 661, 1374]
byline-emd: ଭୁବନେଶ୍ୱର, ୮ ୨ (ବାର୍ତ୍ତା ସେବା) [743, 392, 838, 402]
table-header-cell: Last Date & Time of seeking Tender Clarification [844, 1242, 889, 1272]
table-cell: Dt.13.02.2026 upto 5.00 P.M. [844, 1272, 889, 1302]
